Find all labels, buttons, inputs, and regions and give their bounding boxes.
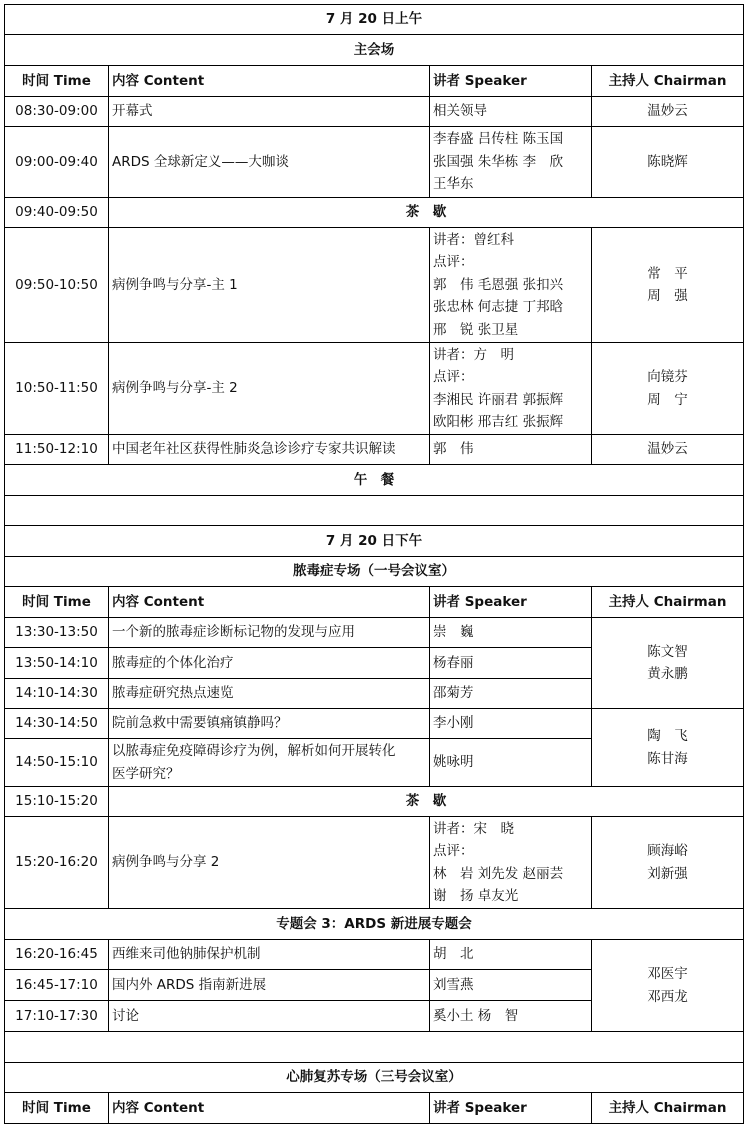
header-chair: 主持人 Chairman <box>592 587 744 618</box>
chair-line: 陈文智 <box>647 643 688 660</box>
session-speaker: 杨春丽 <box>430 648 592 679</box>
session-content: 讨论 <box>109 1001 430 1032</box>
special-session-banner: 专题会 3：ARDS 新进展专题会 <box>5 909 744 940</box>
session-time: 14:10-14:30 <box>5 679 109 709</box>
session-content: 病例争鸣与分享-主 1 <box>109 228 430 343</box>
break-row <box>5 787 744 817</box>
header-content: 内容 Content <box>109 1093 430 1124</box>
column-header-row <box>5 66 744 97</box>
speaker-line: 点评： <box>433 254 474 271</box>
session-speaker: 李小刚 <box>430 709 592 739</box>
session-time: 13:50-14:10 <box>5 648 109 679</box>
main-venue-banner: 主会场 <box>5 35 744 66</box>
speaker-line: 林 岩 刘先发 赵丽芸 <box>433 865 564 882</box>
session-time: 15:10-15:20 <box>5 787 109 817</box>
header-time: 时间 Time <box>5 66 109 97</box>
session-chair <box>592 709 744 787</box>
speaker-line: 欧阳彬 邢吉红 张振辉 <box>433 414 564 430</box>
speaker-line: 张国强 朱华栋 李 欣 <box>433 153 564 170</box>
speaker-line: 李春盛 吕传柱 陈玉国 <box>433 131 564 148</box>
session-time: 09:50-10:50 <box>5 228 109 343</box>
session-chair: 陈晓辉 <box>592 127 744 198</box>
session-chair <box>592 343 744 435</box>
header-speaker: 讲者 Speaker <box>430 587 592 618</box>
chair-line: 周 强 <box>647 288 688 304</box>
chair-line: 陈甘海 <box>647 750 688 767</box>
content-line: 医学研究？ <box>112 765 180 782</box>
session-content: 西维来司他钠肺保护机制 <box>109 940 430 970</box>
conference-schedule-table <box>4 4 744 1124</box>
schedule-row <box>5 940 744 970</box>
header-time: 时间 Time <box>5 1093 109 1124</box>
header-time: 时间 Time <box>5 587 109 618</box>
session-speaker: 胡 北 <box>430 940 592 970</box>
session-speaker: 邵菊芳 <box>430 679 592 709</box>
chair-line: 刘新强 <box>647 865 688 882</box>
header-speaker: 讲者 Speaker <box>430 1093 592 1124</box>
session-time: 09:40-09:50 <box>5 198 109 228</box>
session-content: 国内外 ARDS 指南新进展 <box>109 970 430 1001</box>
header-content: 内容 Content <box>109 587 430 618</box>
session-content <box>109 739 430 787</box>
speaker-line: 讲者：曾红科 <box>433 231 514 248</box>
empty-row <box>5 1032 744 1063</box>
speaker-line: 李湘民 许丽君 郭振辉 <box>433 391 564 408</box>
cpr-venue-banner: 心肺复苏专场（三号会议室） <box>5 1063 744 1093</box>
speaker-line: 郭 伟 毛恩强 张扣兴 <box>433 276 564 293</box>
speaker-line: 点评： <box>433 843 474 859</box>
session-time: 14:50-15:10 <box>5 739 109 787</box>
session-chair: 温妙云 <box>592 435 744 465</box>
chair-line: 顾海峪 <box>647 843 688 859</box>
schedule-row <box>5 435 744 465</box>
session-content: 病例争鸣与分享 2 <box>109 817 430 909</box>
session-time: 17:10-17:30 <box>5 1001 109 1032</box>
session-time: 16:45-17:10 <box>5 970 109 1001</box>
session-content: ARDS 全球新定义——大咖谈 <box>109 127 430 198</box>
session-speaker: 崇 巍 <box>430 618 592 648</box>
speaker-line: 点评： <box>433 369 474 385</box>
chair-line: 向镜芬 <box>647 369 688 385</box>
schedule-row <box>5 618 744 648</box>
session-speaker: 奚小土 杨 智 <box>430 1001 592 1032</box>
header-chair: 主持人 Chairman <box>592 1093 744 1124</box>
schedule-row <box>5 228 744 343</box>
header-content: 内容 Content <box>109 66 430 97</box>
schedule-row <box>5 127 744 198</box>
session-content: 脓毒症的个体化治疗 <box>109 648 430 679</box>
header-speaker: 讲者 Speaker <box>430 66 592 97</box>
chair-line: 黄永鹏 <box>647 666 688 682</box>
session-chair: 温妙云 <box>592 97 744 127</box>
session-time: 10:50-11:50 <box>5 343 109 435</box>
speaker-line: 讲者：宋 晓 <box>433 820 514 837</box>
session-speaker <box>430 343 592 435</box>
session-speaker: 相关领导 <box>430 97 592 127</box>
speaker-line: 张忠林 何志捷 丁邦晗 <box>433 299 564 316</box>
speaker-line: 讲者：方 明 <box>433 346 514 363</box>
tea-break-label: 茶 歇 <box>109 787 744 817</box>
lunch-banner: 午 餐 <box>5 465 744 496</box>
empty-row <box>5 496 744 526</box>
session-content: 中国老年社区获得性肺炎急诊诊疗专家共识解读 <box>109 435 430 465</box>
session-speaker <box>430 228 592 343</box>
schedule-row <box>5 343 744 435</box>
chair-line: 邓医宇 <box>647 966 688 982</box>
session-content: 院前急救中需要镇痛镇静吗？ <box>109 709 430 739</box>
session-time: 15:20-16:20 <box>5 817 109 909</box>
session-content: 病例争鸣与分享-主 2 <box>109 343 430 435</box>
speaker-line: 邢 锐 张卫星 <box>433 321 519 338</box>
chair-line: 常 平 <box>647 265 688 282</box>
morning-date-banner: 7 月 20 日上午 <box>5 5 744 35</box>
session-content: 开幕式 <box>109 97 430 127</box>
content-line: 以脓毒症免疫障碍诊疗为例，解析如何开展转化 <box>112 743 396 759</box>
session-speaker <box>430 817 592 909</box>
session-chair <box>592 940 744 1032</box>
break-row <box>5 198 744 228</box>
session-time: 13:30-13:50 <box>5 618 109 648</box>
session-speaker: 郭 伟 <box>430 435 592 465</box>
sepsis-venue-banner: 脓毒症专场（一号会议室） <box>5 557 744 587</box>
session-content: 脓毒症研究热点速览 <box>109 679 430 709</box>
session-time: 14:30-14:50 <box>5 709 109 739</box>
speaker-line: 谢 扬 卓友光 <box>433 888 519 904</box>
session-chair <box>592 228 744 343</box>
session-time: 09:00-09:40 <box>5 127 109 198</box>
session-chair <box>592 618 744 709</box>
session-time: 16:20-16:45 <box>5 940 109 970</box>
header-chair: 主持人 Chairman <box>592 66 744 97</box>
session-speaker <box>430 127 592 198</box>
chair-line: 邓西龙 <box>647 988 688 1005</box>
column-header-row <box>5 1093 744 1124</box>
session-time: 11:50-12:10 <box>5 435 109 465</box>
schedule-row <box>5 97 744 127</box>
speaker-line: 王华东 <box>433 176 474 193</box>
schedule-row <box>5 709 744 739</box>
session-time: 08:30-09:00 <box>5 97 109 127</box>
schedule-row <box>5 817 744 909</box>
column-header-row <box>5 587 744 618</box>
chair-line: 周 宁 <box>647 391 688 408</box>
afternoon-date-banner: 7 月 20 日下午 <box>5 526 744 557</box>
tea-break-label: 茶 歇 <box>109 198 744 228</box>
session-speaker: 姚咏明 <box>430 739 592 787</box>
session-content: 一个新的脓毒症诊断标记物的发现与应用 <box>109 618 430 648</box>
chair-line: 陶 飞 <box>647 728 688 744</box>
session-chair <box>592 817 744 909</box>
session-speaker: 刘雪燕 <box>430 970 592 1001</box>
